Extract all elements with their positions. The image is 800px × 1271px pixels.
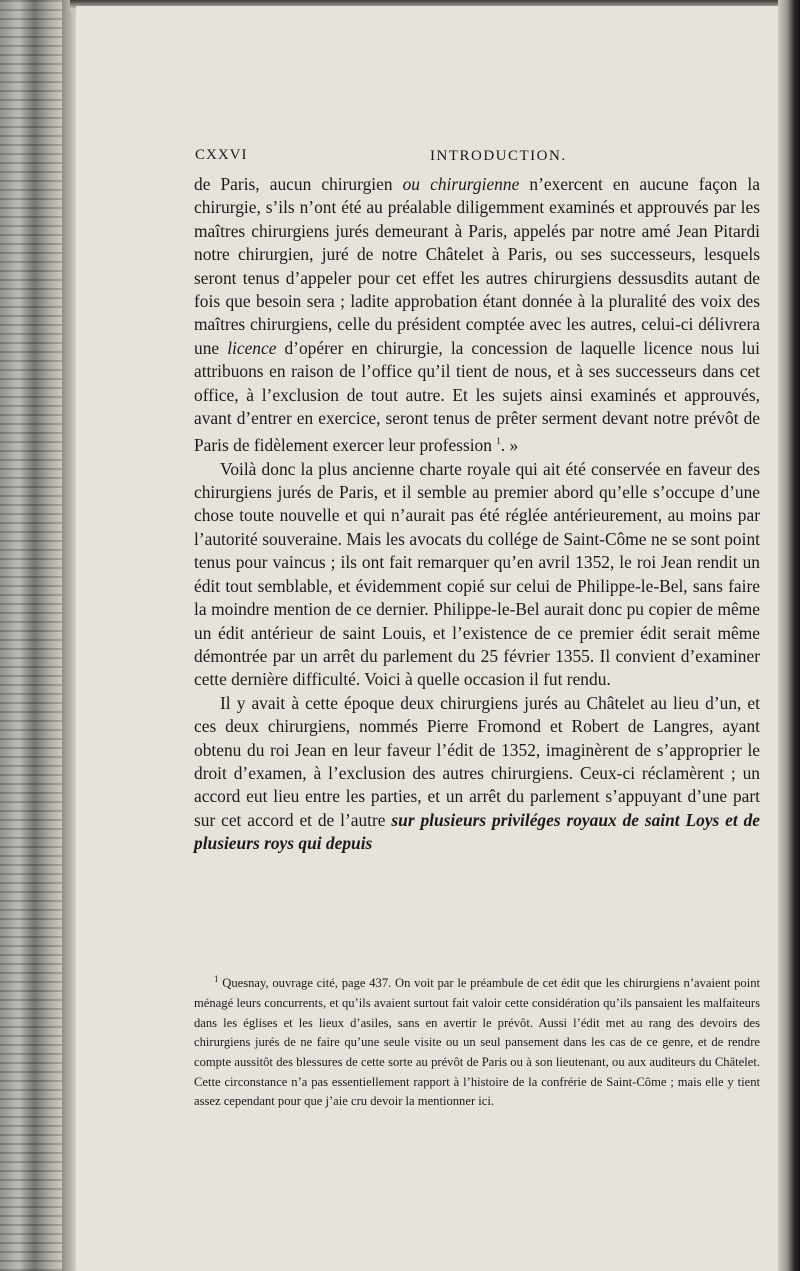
paragraph-2: Voilà donc la plus ancienne charte royale qui ait été conservée en faveur des chirurgiens jurés de Paris, et il semble au premier abord qu’elle s’occupe d’une chose toute nouvelle et qui n’aurait pas été réglée antérieurement, au moins par l’autorité souveraine. Mais les avocats du collége de Saint-Côme ne se sont point tenus pour vaincus ; ils ont fait remarquer qu’en avril 1352, le roi Jean rendit un édit tout semblable, et évidemment copié sur celui de Philippe-le-Bel, sans faire la moindre mention de ce dernier. Philippe-le-Bel aurait donc pu copier de même un édit antérieur de saint Louis, et l’existence de ce premier édit serait même démontrée par un arrêt du parlement du 25 février 1355. Il convient d’examiner cette dernière difficulté. Voici à quelle occasion il fut rendu. — [194, 458, 760, 690]
page-header — [195, 147, 755, 173]
running-head: INTRODUCTION. — [430, 148, 567, 164]
footnote-ref: 1 — [496, 436, 501, 447]
footnote-mark: 1 — [214, 974, 219, 984]
body-text — [194, 173, 760, 856]
gutter-shadow — [62, 0, 76, 1271]
paragraph-1: de Paris, aucun chirurgien ou chirurgienne n’exercent en aucune façon la chirurgie, s’ils n’ont été au préalable diligemment examinés et approuvés par les maîtres chirurgiens jurés demeurant à Paris, appelés par notre amé Jean Pitardi notre chirurgien, juré de notre Châtelet à Paris, ou ses successeurs, lesquels seront tenus d’appeler pour cet effet les autres chirurgiens dessusdits autant de fois que besoin sera ; ladite approbation étant donnée à la pluralité des voix des maîtres chirurgiens, celle du président comptée avec les autres, celui-ci délivrera une licence d’opérer en chirurgie, la concession de laquelle licence nous lui attribuons en raison de l’office qu’il tient de nous, et à ses successeurs dans cet office, à l’exclusion de tout autre. Et les sujets ainsi examinés et approuvés, avant d’entrer en exercice, seront tenus de prêter serment devant notre prévôt de Paris de fidèlement exercer leur profession $^1$. » — [194, 174, 760, 456]
paragraph-3: Il y avait à cette époque deux chirurgiens jurés au Châtelet au lieu d’un, et ces deux chirurgiens, nommés Pierre Fromond et Robert de Langres, ayant obtenu du roi Jean en leur faveur l’édit de 1352, imaginèrent de s’approprier le droit d’examen, à l’exclusion des autres chirurgiens. Ceux-ci réclamèrent ; un accord eut lieu entre les parties, et un arrêt du parlement s’appuyant d’une part sur cet accord et de l’autre sur plusieurs priviléges royaux de saint Loys et de plusieurs roys qui depuis — [194, 692, 760, 854]
footnote-text: Quesnay, ouvrage cité, page 437. On voit par le préambule de cet édit que les chirurgiens n’avaient point ménagé leurs concurrents, et qu’ils avaient surtout fait valoir cette considération qu’ils pansaient les malfaiteurs dans les églises et les lieux d’asiles, sans en avertir le prévôt. Aussi l’édit met au rang des devoirs des chirurgiens jurés de ne faire qu’une seule visite ou un seul pansement dans les cas de ce genre, et de rendre compte aussitôt des blessures de cette sorte au prévôt de Paris ou à son lieutenant, ou aux auditeurs du Châtelet. Cette circonstance n’a pas essentiellement rapport à l’histoire de la confrérie de Saint-Côme ; mais elle y tient assez cependant pour que j’aie cru devoir la mentionner ici. — [194, 976, 760, 1109]
page-number: CXXVI — [195, 147, 248, 163]
book-spine — [0, 0, 62, 1271]
page-edge — [778, 0, 800, 1271]
footnote — [194, 970, 760, 1112]
